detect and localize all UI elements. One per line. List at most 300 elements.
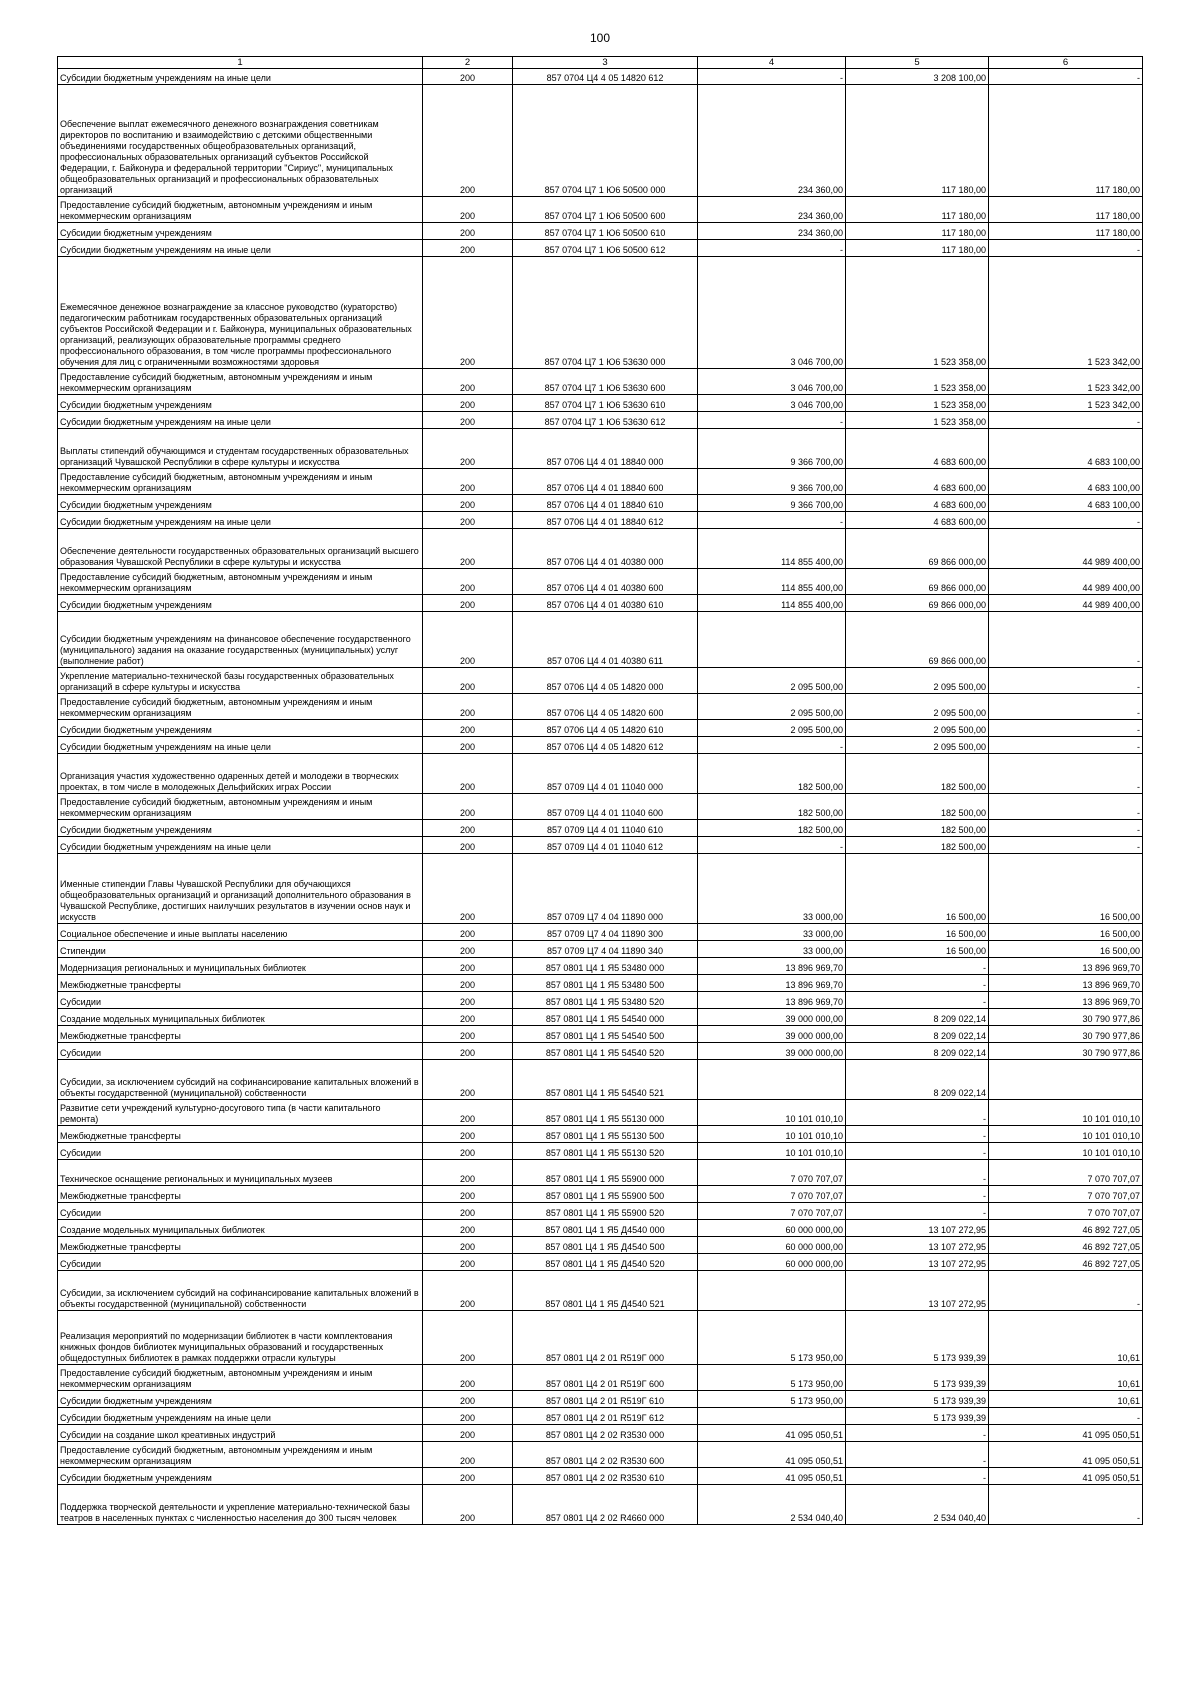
row-classification: 857 0801 Ц4 1 Я5 Д4540 000 — [513, 1220, 698, 1237]
row-code: 200 — [423, 958, 513, 975]
row-value-col5: 1 523 358,00 — [846, 395, 989, 412]
row-value-col5: 3 208 100,00 — [846, 69, 989, 85]
row-value-col6: - — [989, 837, 1143, 854]
row-classification: 857 0706 Ц4 4 01 18840 610 — [513, 495, 698, 512]
row-value-col6: - — [989, 754, 1143, 794]
row-name: Субсидии бюджетным учреждениям — [58, 395, 423, 412]
row-name: Предоставление субсидий бюджетным, автономным учреждениям и иным некоммерческим организациям — [58, 1442, 423, 1468]
row-value-col4: 2 095 500,00 — [698, 720, 846, 737]
row-classification: 857 0801 Ц4 1 Я5 54540 000 — [513, 1009, 698, 1026]
table-row — [58, 197, 1143, 223]
row-name: Субсидии бюджетным учреждениям на финансовое обеспечение государственного (муниципального) задания на оказание государственных (муниципальных) услуг (выполнение работ) — [58, 612, 423, 668]
row-value-col4: 234 360,00 — [698, 85, 846, 197]
row-value-col4: 182 500,00 — [698, 820, 846, 837]
table-row — [58, 1365, 1143, 1391]
row-classification: 857 0801 Ц4 1 Я5 Д4540 500 — [513, 1237, 698, 1254]
table-row — [58, 837, 1143, 854]
row-value-col6: - — [989, 820, 1143, 837]
row-value-col5: 13 107 272,95 — [846, 1271, 989, 1311]
table-row — [58, 529, 1143, 569]
row-code: 200 — [423, 1026, 513, 1043]
row-code: 200 — [423, 569, 513, 595]
row-code: 200 — [423, 469, 513, 495]
row-classification: 857 0709 Ц4 4 01 11040 612 — [513, 837, 698, 854]
row-name: Субсидии бюджетным учреждениям — [58, 495, 423, 512]
table-row — [58, 85, 1143, 197]
row-classification: 857 0709 Ц7 4 04 11890 000 — [513, 854, 698, 924]
row-value-col4: 234 360,00 — [698, 223, 846, 240]
row-classification: 857 0706 Ц4 4 05 14820 610 — [513, 720, 698, 737]
row-value-col4: 5 173 950,00 — [698, 1391, 846, 1408]
row-code: 200 — [423, 668, 513, 694]
row-value-col6: 44 989 400,00 — [989, 569, 1143, 595]
row-value-col6: - — [989, 240, 1143, 257]
row-classification: 857 0706 Ц4 4 05 14820 600 — [513, 694, 698, 720]
row-code: 200 — [423, 595, 513, 612]
row-value-col6: 10 101 010,10 — [989, 1126, 1143, 1143]
row-value-col5: 5 173 939,39 — [846, 1408, 989, 1425]
table-row — [58, 975, 1143, 992]
row-value-col5: 4 683 600,00 — [846, 512, 989, 529]
row-value-col5: 69 866 000,00 — [846, 569, 989, 595]
row-value-col6: 10,61 — [989, 1311, 1143, 1365]
row-value-col5: 2 095 500,00 — [846, 694, 989, 720]
row-name: Укрепление материально-технической базы государственных образовательных организаций в сфере культуры и искусства — [58, 668, 423, 694]
row-value-col4: 13 896 969,70 — [698, 992, 846, 1009]
row-name: Субсидии бюджетным учреждениям — [58, 1468, 423, 1485]
row-name: Межбюджетные трансферты — [58, 1186, 423, 1203]
row-value-col6: 30 790 977,86 — [989, 1043, 1143, 1060]
row-value-col5: 13 107 272,95 — [846, 1237, 989, 1254]
row-value-col5: 16 500,00 — [846, 941, 989, 958]
row-classification: 857 0704 Ц7 1 Ю6 53630 600 — [513, 369, 698, 395]
table-row — [58, 924, 1143, 941]
table-row — [58, 240, 1143, 257]
row-classification: 857 0704 Ц7 1 Ю6 50500 600 — [513, 197, 698, 223]
row-value-col6: - — [989, 737, 1143, 754]
row-value-col5: 69 866 000,00 — [846, 595, 989, 612]
row-name: Субсидии бюджетным учреждениям — [58, 1391, 423, 1408]
row-value-col5: 1 523 358,00 — [846, 257, 989, 369]
row-value-col6: 117 180,00 — [989, 85, 1143, 197]
row-value-col6: 1 523 342,00 — [989, 369, 1143, 395]
row-value-col4: 60 000 000,00 — [698, 1220, 846, 1237]
row-value-col5: 1 523 358,00 — [846, 369, 989, 395]
row-value-col4: 33 000,00 — [698, 854, 846, 924]
row-name: Обеспечение выплат ежемесячного денежного вознаграждения советникам директоров по воспитанию и взаимодействию с детскими общественными объединениями государственных общеобразовательных организаций, профессиональных образовательных организаций субъектов Российской Федерации, г. Байконура и федеральной территории "Сириус", муниципальных общеобразовательных организаций и профессиональных образовательных организаций — [58, 85, 423, 197]
row-classification: 857 0801 Ц4 1 Я5 55130 500 — [513, 1126, 698, 1143]
row-code: 200 — [423, 1160, 513, 1186]
table-row — [58, 612, 1143, 668]
row-value-col4: 10 101 010,10 — [698, 1126, 846, 1143]
row-value-col6: - — [989, 1408, 1143, 1425]
row-name: Субсидии — [58, 1143, 423, 1160]
row-code: 200 — [423, 720, 513, 737]
row-name: Модернизация региональных и муниципальных библиотек — [58, 958, 423, 975]
table-row — [58, 1408, 1143, 1425]
table-row — [58, 854, 1143, 924]
row-value-col4 — [698, 1271, 846, 1311]
row-code: 200 — [423, 1365, 513, 1391]
row-code: 200 — [423, 1220, 513, 1237]
row-name: Межбюджетные трансферты — [58, 1126, 423, 1143]
row-value-col6: 7 070 707,07 — [989, 1160, 1143, 1186]
row-classification: 857 0706 Ц4 4 01 18840 000 — [513, 429, 698, 469]
row-code: 200 — [423, 1468, 513, 1485]
row-classification: 857 0801 Ц4 1 Я5 55130 000 — [513, 1100, 698, 1126]
row-classification: 857 0801 Ц4 1 Я5 55900 520 — [513, 1203, 698, 1220]
table-row — [58, 495, 1143, 512]
row-value-col4: 9 366 700,00 — [698, 495, 846, 512]
row-value-col4: 3 046 700,00 — [698, 369, 846, 395]
row-value-col4: 114 855 400,00 — [698, 569, 846, 595]
table-row — [58, 1043, 1143, 1060]
row-value-col6: 117 180,00 — [989, 197, 1143, 223]
row-value-col5: - — [846, 958, 989, 975]
row-code: 200 — [423, 1485, 513, 1525]
row-classification: 857 0706 Ц4 4 01 40380 610 — [513, 595, 698, 612]
column-header: 3 — [513, 57, 698, 69]
row-classification: 857 0709 Ц7 4 04 11890 340 — [513, 941, 698, 958]
row-name: Субсидии — [58, 1203, 423, 1220]
row-value-col6: 13 896 969,70 — [989, 975, 1143, 992]
row-value-col4: 13 896 969,70 — [698, 975, 846, 992]
row-classification: 857 0801 Ц4 1 Я5 54540 521 — [513, 1060, 698, 1100]
row-value-col5: 13 107 272,95 — [846, 1220, 989, 1237]
row-classification: 857 0709 Ц4 4 01 11040 610 — [513, 820, 698, 837]
row-value-col4: 33 000,00 — [698, 941, 846, 958]
table-row — [58, 794, 1143, 820]
row-code: 200 — [423, 1408, 513, 1425]
row-classification: 857 0706 Ц4 4 05 14820 000 — [513, 668, 698, 694]
row-value-col5: 117 180,00 — [846, 197, 989, 223]
row-value-col5: 117 180,00 — [846, 240, 989, 257]
row-name: Предоставление субсидий бюджетным, автономным учреждениям и иным некоммерческим организациям — [58, 197, 423, 223]
row-classification: 857 0704 Ц7 1 Ю6 50500 610 — [513, 223, 698, 240]
row-value-col4: 7 070 707,07 — [698, 1186, 846, 1203]
row-code: 200 — [423, 820, 513, 837]
row-value-col6: 41 095 050,51 — [989, 1425, 1143, 1442]
row-value-col6: - — [989, 69, 1143, 85]
row-value-col4: 5 173 950,00 — [698, 1365, 846, 1391]
row-classification: 857 0801 Ц4 1 Я5 53480 500 — [513, 975, 698, 992]
row-value-col5: 4 683 600,00 — [846, 495, 989, 512]
row-code: 200 — [423, 369, 513, 395]
row-classification: 857 0706 Ц4 4 05 14820 612 — [513, 737, 698, 754]
row-value-col4: 5 173 950,00 — [698, 1311, 846, 1365]
row-value-col5: 69 866 000,00 — [846, 612, 989, 668]
table-row — [58, 369, 1143, 395]
row-value-col5: 8 209 022,14 — [846, 1009, 989, 1026]
row-value-col5: 8 209 022,14 — [846, 1026, 989, 1043]
row-value-col6: - — [989, 1485, 1143, 1525]
row-code: 200 — [423, 1060, 513, 1100]
row-value-col4: 7 070 707,07 — [698, 1160, 846, 1186]
row-name: Субсидии бюджетным учреждениям на иные цели — [58, 512, 423, 529]
row-value-col5: 2 095 500,00 — [846, 720, 989, 737]
row-value-col4: 41 095 050,51 — [698, 1468, 846, 1485]
row-code: 200 — [423, 495, 513, 512]
row-value-col5: - — [846, 1100, 989, 1126]
row-name: Межбюджетные трансферты — [58, 1237, 423, 1254]
row-value-col6: 16 500,00 — [989, 924, 1143, 941]
row-name: Субсидии бюджетным учреждениям на иные цели — [58, 1408, 423, 1425]
table-row — [58, 1060, 1143, 1100]
row-value-col5: - — [846, 1442, 989, 1468]
row-value-col4: 182 500,00 — [698, 794, 846, 820]
row-name: Субсидии бюджетным учреждениям на иные цели — [58, 837, 423, 854]
table-row — [58, 1425, 1143, 1442]
row-value-col4: 60 000 000,00 — [698, 1237, 846, 1254]
row-name: Субсидии бюджетным учреждениям — [58, 720, 423, 737]
row-value-col5: 5 173 939,39 — [846, 1311, 989, 1365]
row-value-col5: 2 534 040,40 — [846, 1485, 989, 1525]
row-code: 200 — [423, 1237, 513, 1254]
row-name: Предоставление субсидий бюджетным, автономным учреждениям и иным некоммерческим организациям — [58, 569, 423, 595]
row-value-col6: 41 095 050,51 — [989, 1442, 1143, 1468]
row-value-col5: - — [846, 1126, 989, 1143]
row-value-col6: - — [989, 694, 1143, 720]
table-row — [58, 429, 1143, 469]
row-name: Субсидии бюджетным учреждениям на иные цели — [58, 69, 423, 85]
row-value-col4: - — [698, 412, 846, 429]
table-row — [58, 668, 1143, 694]
row-value-col6: 10 101 010,10 — [989, 1100, 1143, 1126]
row-value-col5: 16 500,00 — [846, 924, 989, 941]
row-classification: 857 0709 Ц7 4 04 11890 300 — [513, 924, 698, 941]
row-value-col4: 3 046 700,00 — [698, 257, 846, 369]
table-row — [58, 595, 1143, 612]
row-value-col4 — [698, 1408, 846, 1425]
row-name: Субсидии — [58, 1254, 423, 1271]
row-value-col5: 182 500,00 — [846, 837, 989, 854]
row-value-col5: 182 500,00 — [846, 820, 989, 837]
row-classification: 857 0709 Ц4 4 01 11040 600 — [513, 794, 698, 820]
row-code: 200 — [423, 1126, 513, 1143]
table-row — [58, 69, 1143, 85]
table-row — [58, 257, 1143, 369]
row-name: Организация участия художественно одаренных детей и молодежи в творческих проектах, в том числе в молодежных Дельфийских играх России — [58, 754, 423, 794]
row-value-col4: - — [698, 737, 846, 754]
row-code: 200 — [423, 85, 513, 197]
row-code: 200 — [423, 197, 513, 223]
row-value-col6: 44 989 400,00 — [989, 529, 1143, 569]
row-value-col5: 1 523 358,00 — [846, 412, 989, 429]
row-code: 200 — [423, 1186, 513, 1203]
table-row — [58, 1468, 1143, 1485]
row-value-col4: 182 500,00 — [698, 754, 846, 794]
row-value-col5: 4 683 600,00 — [846, 469, 989, 495]
row-code: 200 — [423, 754, 513, 794]
row-value-col4: 10 101 010,10 — [698, 1143, 846, 1160]
row-value-col6: 1 523 342,00 — [989, 395, 1143, 412]
row-name: Субсидии, за исключением субсидий на софинансирование капитальных вложений в объекты государственной (муниципальной) собственности — [58, 1271, 423, 1311]
table-row — [58, 569, 1143, 595]
table-row — [58, 694, 1143, 720]
row-value-col4: 114 855 400,00 — [698, 529, 846, 569]
row-value-col5: - — [846, 992, 989, 1009]
table-row — [58, 720, 1143, 737]
row-value-col4: 60 000 000,00 — [698, 1254, 846, 1271]
row-value-col5: 8 209 022,14 — [846, 1043, 989, 1060]
table-row — [58, 1126, 1143, 1143]
row-value-col6: 13 896 969,70 — [989, 992, 1143, 1009]
row-value-col4: 10 101 010,10 — [698, 1100, 846, 1126]
row-value-col5: - — [846, 1468, 989, 1485]
row-name: Субсидии, за исключением субсидий на софинансирование капитальных вложений в объекты государственной (муниципальной) собственности — [58, 1060, 423, 1100]
row-value-col5: - — [846, 1203, 989, 1220]
row-code: 200 — [423, 837, 513, 854]
row-classification: 857 0704 Ц7 1 Ю6 53630 612 — [513, 412, 698, 429]
row-classification: 857 0709 Ц4 4 01 11040 000 — [513, 754, 698, 794]
row-value-col6: 1 523 342,00 — [989, 257, 1143, 369]
row-name: Субсидии на создание школ креативных индустрий — [58, 1425, 423, 1442]
row-value-col4: 7 070 707,07 — [698, 1203, 846, 1220]
table-row — [58, 1442, 1143, 1468]
row-code: 200 — [423, 240, 513, 257]
table-row — [58, 1237, 1143, 1254]
row-value-col5: 69 866 000,00 — [846, 529, 989, 569]
row-value-col4 — [698, 1060, 846, 1100]
row-value-col6: 30 790 977,86 — [989, 1009, 1143, 1026]
table-row — [58, 1203, 1143, 1220]
row-classification: 857 0801 Ц4 1 Я5 54540 500 — [513, 1026, 698, 1043]
row-classification: 857 0706 Ц4 4 01 40380 000 — [513, 529, 698, 569]
row-name: Предоставление субсидий бюджетным, автономным учреждениям и иным некоммерческим организациям — [58, 694, 423, 720]
row-code: 200 — [423, 1100, 513, 1126]
table-row — [58, 1160, 1143, 1186]
row-value-col5: 2 095 500,00 — [846, 668, 989, 694]
row-name: Субсидии — [58, 992, 423, 1009]
table-row — [58, 1254, 1143, 1271]
row-value-col4: 39 000 000,00 — [698, 1043, 846, 1060]
row-classification: 857 0801 Ц4 2 02 R3530 610 — [513, 1468, 698, 1485]
budget-table — [57, 56, 1143, 1525]
row-name: Поддержка творческой деятельности и укрепление материально-технической базы театров в населенных пунктах с численностью населения до 300 тысяч человек — [58, 1485, 423, 1525]
row-value-col5: 182 500,00 — [846, 754, 989, 794]
row-code: 200 — [423, 1311, 513, 1365]
column-header: 5 — [846, 57, 989, 69]
column-header: 2 — [423, 57, 513, 69]
row-value-col4: 2 095 500,00 — [698, 694, 846, 720]
row-classification: 857 0801 Ц4 2 01 R519Г 000 — [513, 1311, 698, 1365]
row-value-col6: - — [989, 1271, 1143, 1311]
row-value-col4: 3 046 700,00 — [698, 395, 846, 412]
row-classification: 857 0801 Ц4 2 01 R519Г 612 — [513, 1408, 698, 1425]
row-name: Реализация мероприятий по модернизации библиотек в части комплектования книжных фондов библиотек муниципальных образований и государственных общедоступных библиотек в рамках поддержки отрасли культуры — [58, 1311, 423, 1365]
row-value-col6: - — [989, 612, 1143, 668]
table-row — [58, 992, 1143, 1009]
row-value-col6: - — [989, 794, 1143, 820]
row-code: 200 — [423, 529, 513, 569]
row-name: Субсидии бюджетным учреждениям — [58, 820, 423, 837]
row-name: Обеспечение деятельности государственных образовательных организаций высшего образования Чувашской Республики в сфере культуры и искусства — [58, 529, 423, 569]
row-value-col4 — [698, 612, 846, 668]
row-value-col6: - — [989, 668, 1143, 694]
row-classification: 857 0801 Ц4 2 01 R519Г 610 — [513, 1391, 698, 1408]
row-classification: 857 0704 Ц7 1 Ю6 50500 612 — [513, 240, 698, 257]
row-value-col5: - — [846, 1160, 989, 1186]
row-name: Субсидии бюджетным учреждениям — [58, 223, 423, 240]
row-value-col5: - — [846, 1425, 989, 1442]
row-classification: 857 0801 Ц4 1 Я5 54540 520 — [513, 1043, 698, 1060]
row-value-col6: - — [989, 412, 1143, 429]
row-code: 200 — [423, 854, 513, 924]
row-value-col4: 13 896 969,70 — [698, 958, 846, 975]
row-classification: 857 0801 Ц4 2 01 R519Г 600 — [513, 1365, 698, 1391]
row-code: 200 — [423, 794, 513, 820]
row-value-col5: 16 500,00 — [846, 854, 989, 924]
row-value-col4: 33 000,00 — [698, 924, 846, 941]
table-row — [58, 512, 1143, 529]
row-value-col5: 13 107 272,95 — [846, 1254, 989, 1271]
table-row — [58, 412, 1143, 429]
row-code: 200 — [423, 257, 513, 369]
row-name: Субсидии бюджетным учреждениям — [58, 595, 423, 612]
row-value-col4: - — [698, 69, 846, 85]
row-code: 200 — [423, 992, 513, 1009]
row-name: Предоставление субсидий бюджетным, автономным учреждениям и иным некоммерческим организациям — [58, 369, 423, 395]
table-row — [58, 1220, 1143, 1237]
row-code: 200 — [423, 223, 513, 240]
row-classification: 857 0801 Ц4 2 02 R3530 600 — [513, 1442, 698, 1468]
row-classification: 857 0801 Ц4 1 Я5 53480 520 — [513, 992, 698, 1009]
row-code: 200 — [423, 1271, 513, 1311]
row-classification: 857 0706 Ц4 4 01 18840 612 — [513, 512, 698, 529]
row-value-col4: 39 000 000,00 — [698, 1026, 846, 1043]
row-value-col6 — [989, 1060, 1143, 1100]
row-value-col4: - — [698, 837, 846, 854]
table-row — [58, 1100, 1143, 1126]
header-row — [58, 57, 1143, 69]
row-value-col6: 13 896 969,70 — [989, 958, 1143, 975]
row-name: Субсидии — [58, 1043, 423, 1060]
row-code: 200 — [423, 1254, 513, 1271]
row-code: 200 — [423, 1009, 513, 1026]
row-code: 200 — [423, 1391, 513, 1408]
row-code: 200 — [423, 1425, 513, 1442]
row-classification: 857 0801 Ц4 1 Я5 55900 500 — [513, 1186, 698, 1203]
row-value-col4: 41 095 050,51 — [698, 1425, 846, 1442]
row-name: Социальное обеспечение и иные выплаты населению — [58, 924, 423, 941]
row-classification: 857 0801 Ц4 1 Я5 Д4540 520 — [513, 1254, 698, 1271]
row-value-col4: 9 366 700,00 — [698, 469, 846, 495]
table-row — [58, 958, 1143, 975]
table-row — [58, 1485, 1143, 1525]
row-value-col6: 44 989 400,00 — [989, 595, 1143, 612]
row-value-col5: 182 500,00 — [846, 794, 989, 820]
row-value-col6: 10,61 — [989, 1365, 1143, 1391]
row-name: Субсидии бюджетным учреждениям на иные цели — [58, 240, 423, 257]
row-value-col6: 4 683 100,00 — [989, 469, 1143, 495]
row-value-col5: 2 095 500,00 — [846, 737, 989, 754]
row-value-col4: 2 095 500,00 — [698, 668, 846, 694]
row-classification: 857 0801 Ц4 1 Я5 Д4540 521 — [513, 1271, 698, 1311]
row-classification: 857 0704 Ц4 4 05 14820 612 — [513, 69, 698, 85]
row-value-col4: 39 000 000,00 — [698, 1009, 846, 1026]
row-value-col6: 117 180,00 — [989, 223, 1143, 240]
row-value-col4: - — [698, 512, 846, 529]
row-value-col6: 7 070 707,07 — [989, 1186, 1143, 1203]
row-code: 200 — [423, 612, 513, 668]
row-value-col6: 30 790 977,86 — [989, 1026, 1143, 1043]
row-value-col4: 9 366 700,00 — [698, 429, 846, 469]
row-classification: 857 0801 Ц4 1 Я5 55130 520 — [513, 1143, 698, 1160]
row-classification: 857 0704 Ц7 1 Ю6 53630 610 — [513, 395, 698, 412]
row-name: Субсидии бюджетным учреждениям на иные цели — [58, 412, 423, 429]
row-value-col6: 46 892 727,05 — [989, 1220, 1143, 1237]
row-value-col5: 5 173 939,39 — [846, 1365, 989, 1391]
